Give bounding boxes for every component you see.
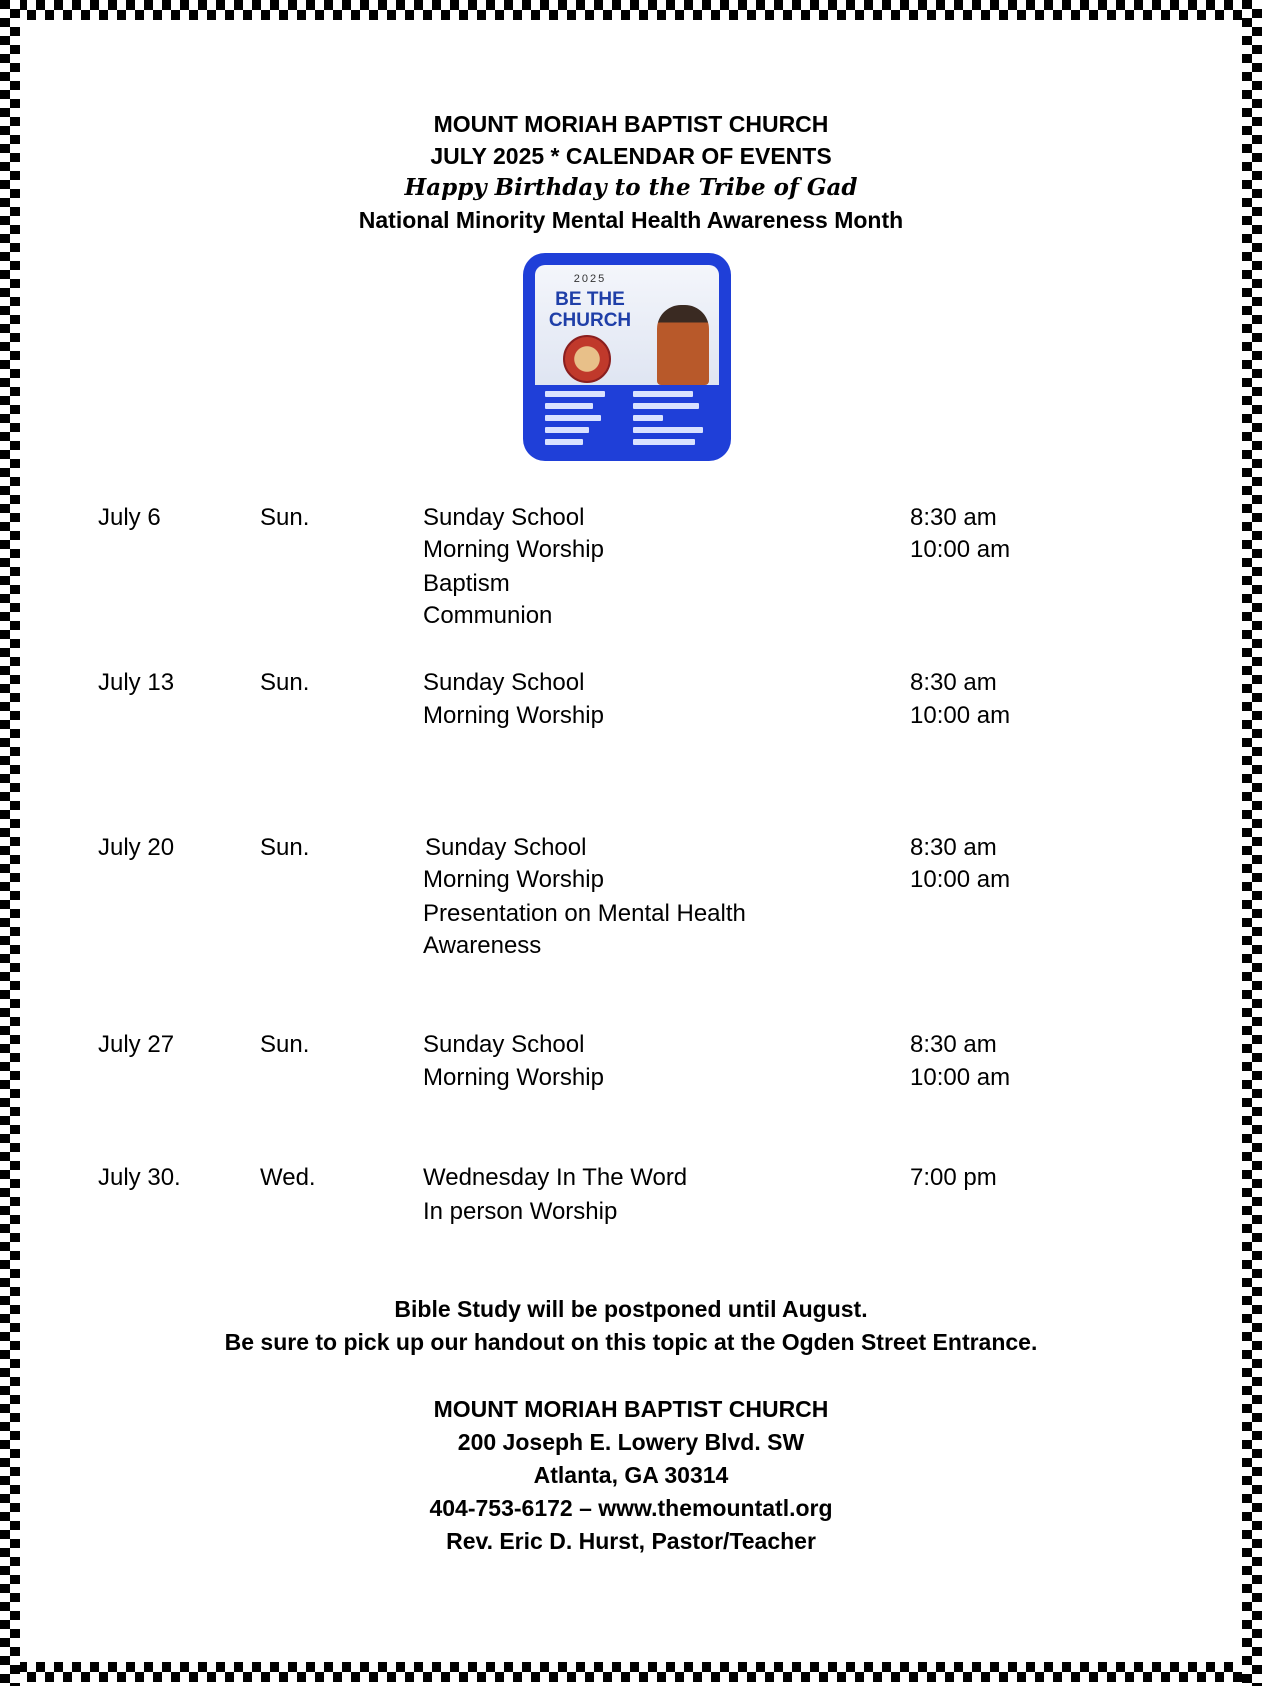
bible-study-notice (0, 1293, 1262, 1359)
event-time: 8:30 am (910, 669, 997, 696)
event-date: July 6 (98, 504, 161, 531)
footer-address: 200 Joseph E. Lowery Blvd. SW (457, 1429, 805, 1455)
checkered-border-top (0, 0, 1262, 20)
event-time: 10:00 am (910, 536, 1011, 563)
event-day: Sun. (260, 504, 310, 531)
event-item: Sunday School (423, 669, 585, 696)
church-contact-block (0, 1393, 1262, 1558)
event-time: 8:30 am (910, 1031, 997, 1058)
church-name-heading: MOUNT MORIAH BAPTIST CHURCH (433, 111, 829, 137)
event-item: Morning Worship (423, 1064, 604, 1091)
event-item: Sunday School (423, 504, 585, 531)
event-day: Sun. (260, 1031, 310, 1058)
event-item: Morning Worship (423, 866, 604, 893)
checkered-border-bottom (0, 1662, 1262, 1682)
event-item: Morning Worship (423, 702, 604, 729)
logo-title: BE THE CHURCH (548, 289, 632, 331)
awareness-heading: National Minority Mental Health Awareness Month (358, 207, 904, 233)
footer-contact: 404-753-6172 – www.themountatl.org (429, 1495, 833, 1521)
event-item: In person Worship (423, 1198, 618, 1225)
event-item: Wednesday In The Word (423, 1164, 688, 1191)
event-item: Awareness (423, 932, 542, 959)
event-item: Communion (423, 602, 553, 629)
cross-emblem-icon (563, 335, 611, 383)
footer-pastor: Rev. Eric D. Hurst, Pastor/Teacher (446, 1528, 816, 1554)
event-time: 8:30 am (910, 504, 997, 531)
be-the-church-logo (523, 253, 731, 461)
event-day: Wed. (260, 1164, 316, 1191)
document-header (0, 108, 1262, 236)
event-date: July 13 (98, 669, 175, 696)
notice-line-2: Be sure to pick up our handout on this topic at the Ogden Street Entrance. (224, 1329, 1038, 1355)
event-date: July 30. (98, 1164, 181, 1191)
logo-year: 2025 (573, 273, 607, 285)
event-item: Sunday School (423, 1031, 585, 1058)
notice-line-1: Bible Study will be postponed until August. (394, 1296, 868, 1322)
event-time: 10:00 am (910, 1064, 1011, 1091)
event-date: July 27 (98, 1031, 175, 1058)
event-date: July 20 (98, 834, 175, 861)
event-time: 8:30 am (910, 834, 997, 861)
event-time: 10:00 am (910, 866, 1011, 893)
event-day: Sun. (260, 669, 310, 696)
footer-city: Atlanta, GA 30314 (533, 1462, 729, 1488)
event-day: Sun. (260, 834, 310, 861)
birthday-heading: Happy Birthday to the Tribe of Gad (404, 174, 858, 201)
logo-acrostic-list (537, 387, 717, 455)
calendar-heading: JULY 2025 * CALENDAR OF EVENTS (430, 143, 832, 169)
event-item: Sunday School (425, 834, 587, 861)
footer-church-name: MOUNT MORIAH BAPTIST CHURCH (433, 1396, 829, 1422)
event-time: 7:00 pm (910, 1164, 997, 1191)
event-item: Presentation on Mental Health (423, 900, 746, 927)
event-item: Morning Worship (423, 536, 604, 563)
pastor-photo (657, 305, 709, 385)
event-time: 10:00 am (910, 702, 1011, 729)
event-item: Baptism (423, 570, 510, 597)
